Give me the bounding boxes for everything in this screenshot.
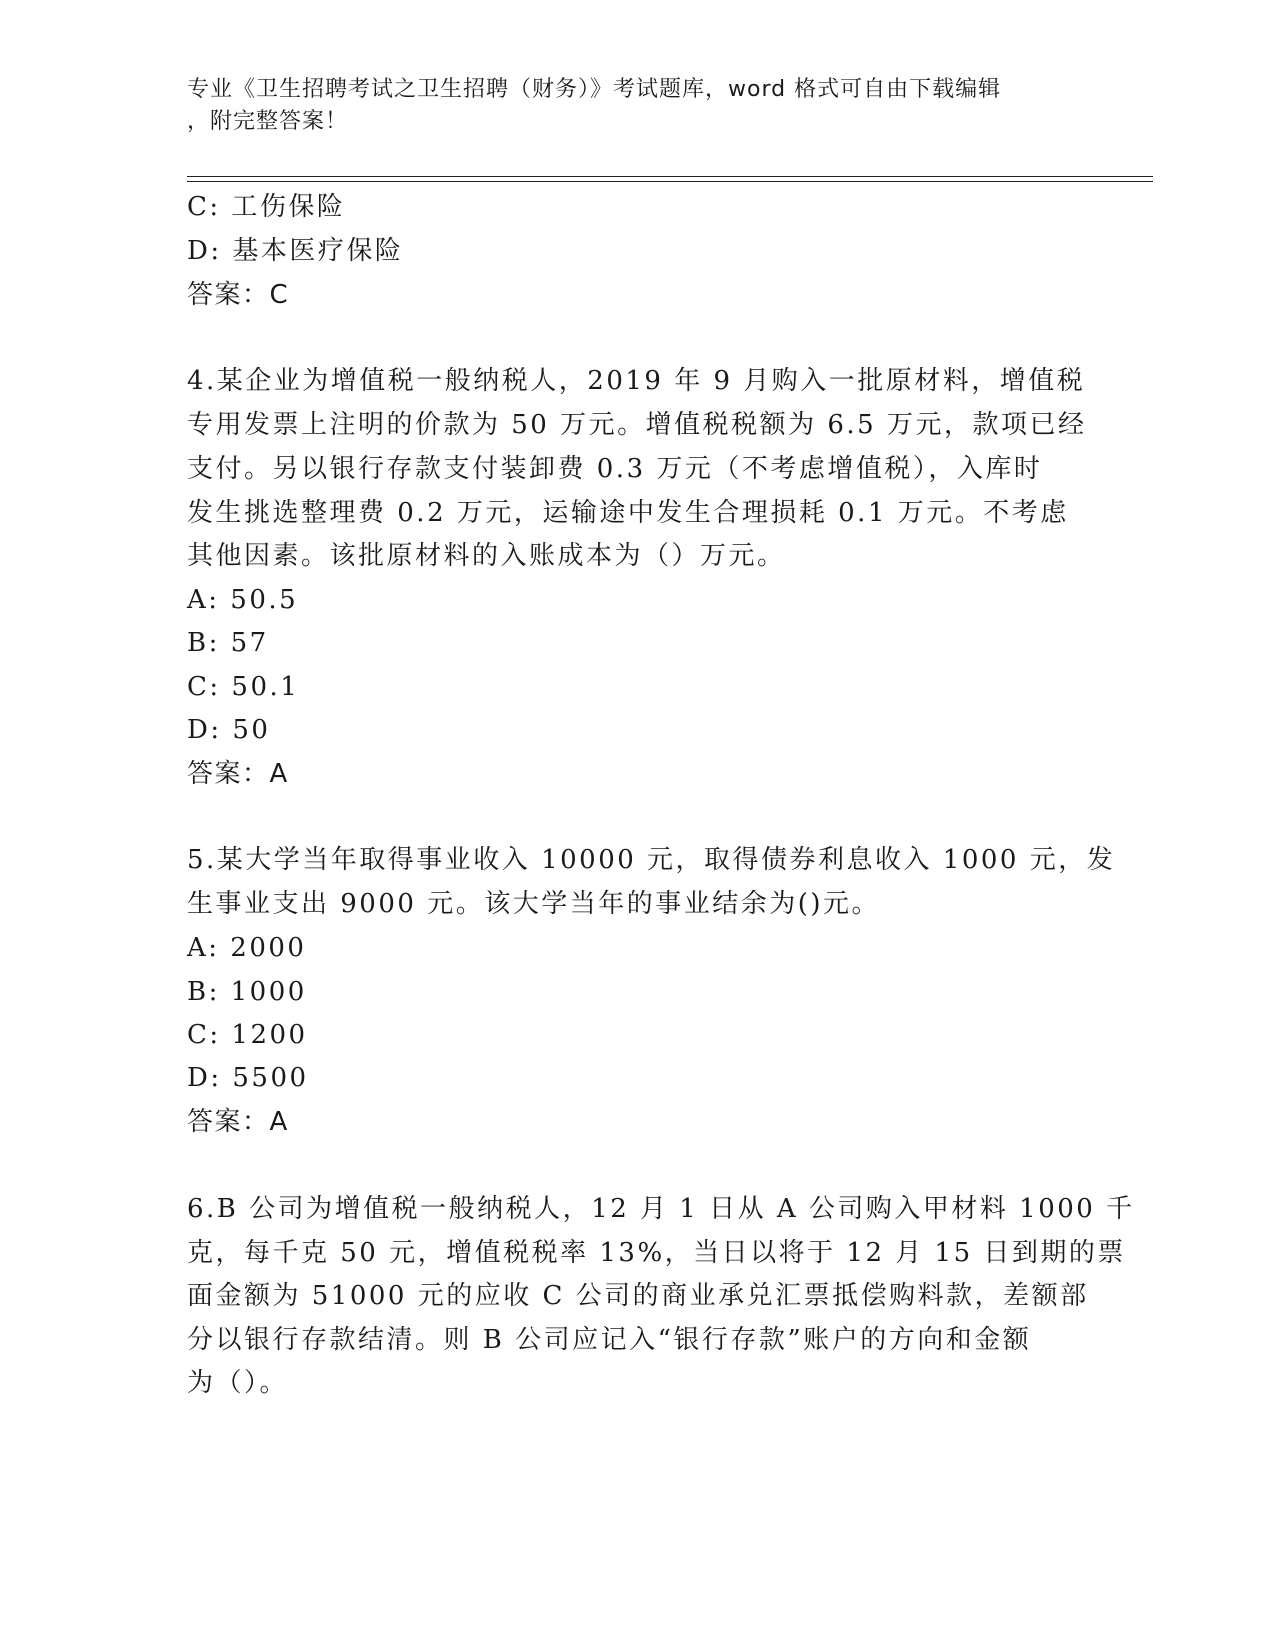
q4-option-c: C: 50.1: [187, 672, 300, 702]
header-title-line-1: 专业《卫生招聘考试之卫生招聘（财务）》考试题库，word 格式可自由下载编辑: [187, 77, 1002, 102]
q5-stem-line: 生事业支出 9000 元。该大学当年的事业结余为()元。: [187, 889, 880, 919]
q4-stem-line: 支付。另以银行存款支付装卸费 0.3 万元（不考虑增值税），入库时: [187, 454, 1043, 484]
q3-answer: 答案：C: [187, 280, 290, 310]
header-divider-bottom: [187, 181, 1153, 182]
q4-stem-line: 专用发票上注明的价款为 50 万元。增值税税额为 6.5 万元，款项已经: [187, 410, 1087, 440]
header-divider-top: [187, 176, 1153, 177]
q6-stem-line: 克，每千克 50 元，增值税税率 13%，当日以将于 12 月 15 日到期的票: [187, 1238, 1126, 1268]
q4-stem-line: 4.某企业为增值税一般纳税人，2019 年 9 月购入一批原材料，增值税: [187, 366, 1086, 396]
q4-option-d: D: 50: [187, 715, 271, 745]
q5-option-c: C: 1200: [187, 1020, 308, 1050]
q4-stem-line: 其他因素。该批原材料的入账成本为（）万元。: [187, 541, 786, 571]
q6-stem-line: 为（）。: [187, 1368, 289, 1398]
q6-stem-line: 6.B 公司为增值税一般纳税人，12 月 1 日从 A 公司购入甲材料 1000 千: [187, 1194, 1135, 1224]
page-header: [187, 74, 1067, 138]
q6-stem-line: 分以银行存款结清。则 B 公司应记入“银行存款”账户的方向和金额: [187, 1325, 1032, 1355]
q5-stem-line: 5.某大学当年取得事业收入 10000 元，取得债券利息收入 1000 元，发: [187, 845, 1116, 875]
header-title-line-2: ，附完整答案！: [187, 109, 349, 134]
q5-option-b: B: 1000: [187, 977, 307, 1007]
q4-option-a: A: 50.5: [187, 585, 299, 615]
q4-stem-line: 发生挑选整理费 0.2 万元，运输途中发生合理损耗 0.1 万元。不考虑: [187, 498, 1069, 528]
q5-answer: 答案：A: [187, 1107, 289, 1137]
q3-option-d: D: 基本医疗保险: [187, 236, 404, 266]
q5-option-d: D: 5500: [187, 1063, 309, 1093]
q4-option-b: B: 57: [187, 628, 269, 658]
q6-stem-line: 面金额为 51000 元的应收 C 公司的商业承兑汇票抵偿购料款，差额部: [187, 1281, 1089, 1311]
q5-option-a: A: 2000: [187, 933, 307, 963]
q3-option-c: C: 工伤保险: [187, 192, 346, 222]
q4-answer: 答案：A: [187, 759, 289, 789]
